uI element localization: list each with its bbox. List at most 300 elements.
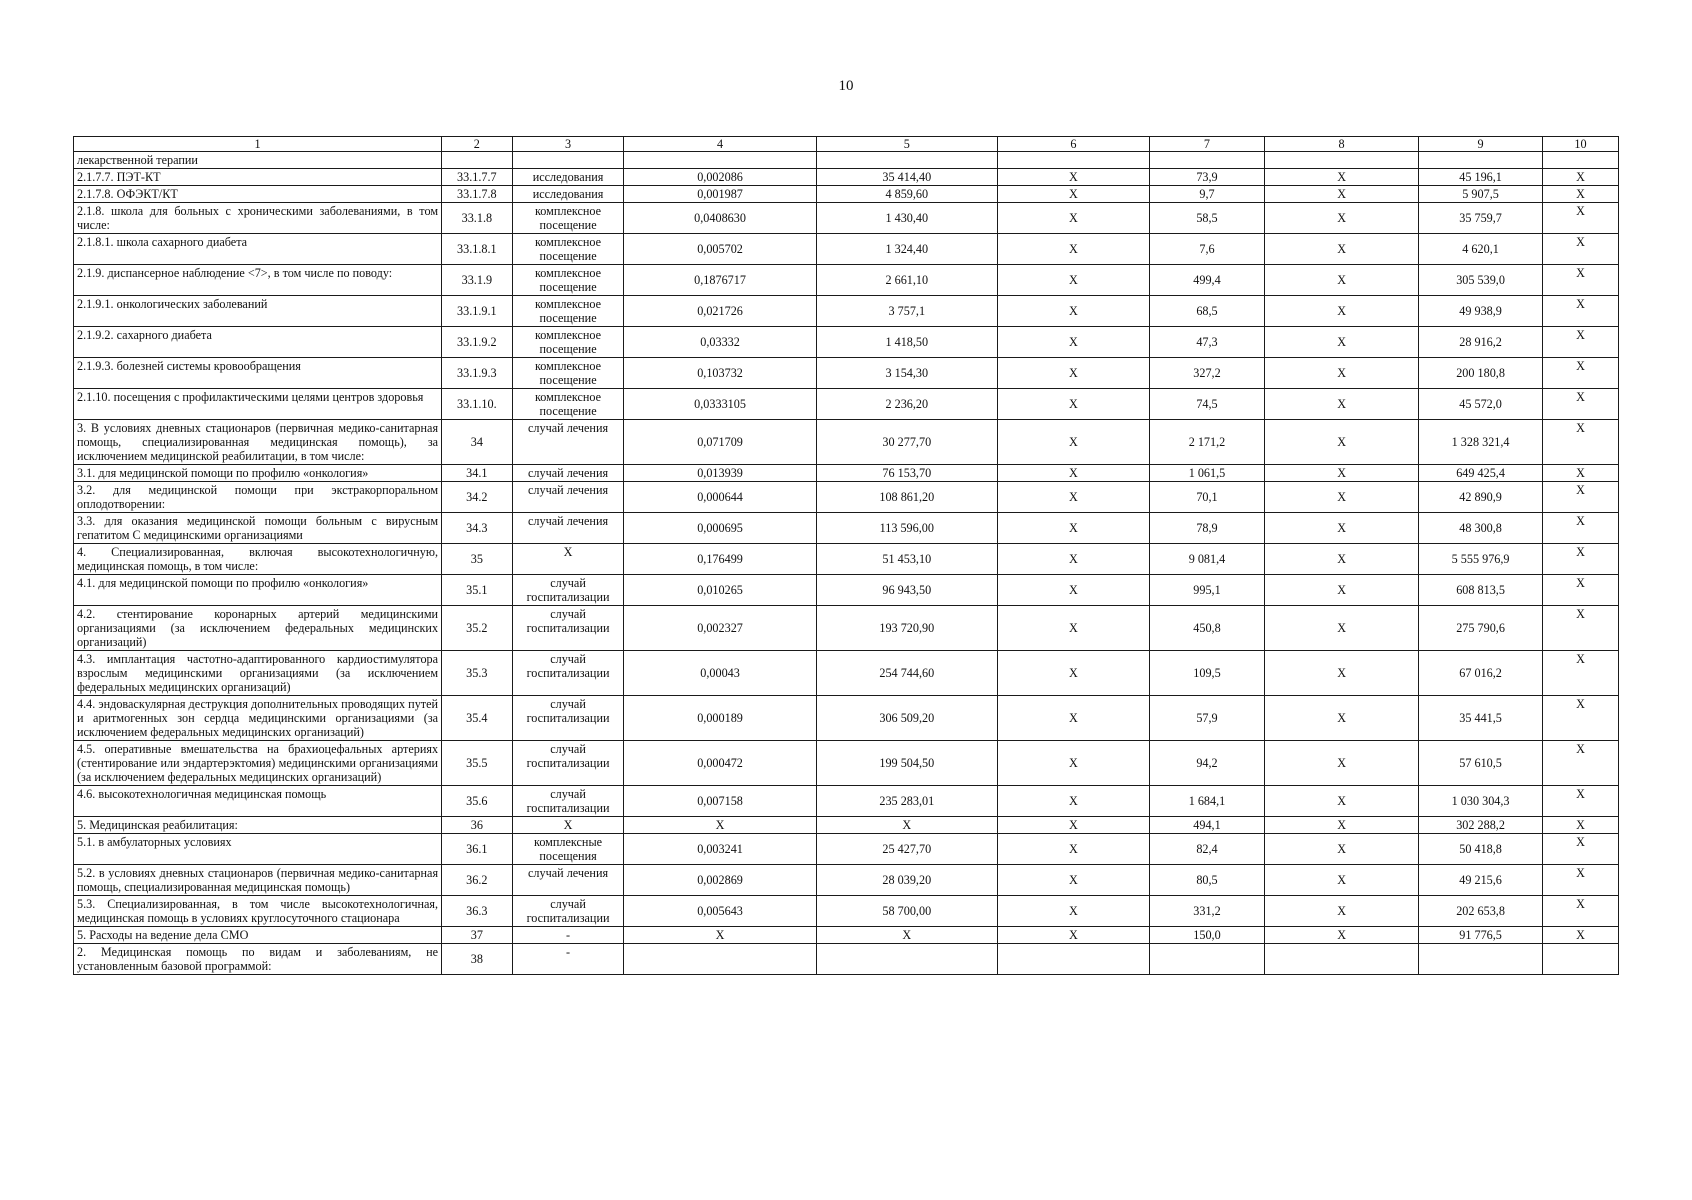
row-label: 3.1. для медицинской помощи по профилю «онкология»: [74, 465, 442, 482]
row-label: 5. Медицинская реабилитация:: [74, 817, 442, 834]
row-label: 4.4. эндоваскулярная деструкция дополнительных проводящих путей и аритмогенных зон сердца медицинскими организациями (за исключением федеральных медицинских организаций): [74, 696, 442, 741]
col-10-value: X: [1542, 865, 1618, 896]
unit-of-measure: случай госпитализации: [512, 896, 624, 927]
column-number: 3: [512, 137, 624, 152]
col-8-value: X: [1265, 927, 1419, 944]
col-6-value: X: [997, 606, 1149, 651]
table-row: [74, 482, 1619, 513]
col-7-value: 73,9: [1149, 169, 1264, 186]
col-6-value: X: [997, 465, 1149, 482]
row-code: 35.6: [442, 786, 513, 817]
col-6-value: X: [997, 817, 1149, 834]
col-7-value: 450,8: [1149, 606, 1264, 651]
row-code: 35.3: [442, 651, 513, 696]
col-6-value: X: [997, 358, 1149, 389]
unit-of-measure: случай лечения: [512, 865, 624, 896]
unit-of-measure: комплексное посещение: [512, 358, 624, 389]
row-label: 2.1.7.8. ОФЭКТ/КТ: [74, 186, 442, 203]
standard-cost: [816, 944, 997, 975]
col-7-value: 47,3: [1149, 327, 1264, 358]
standard-cost: 96 943,50: [816, 575, 997, 606]
col-6-value: X: [997, 186, 1149, 203]
unit-of-measure: комплексное посещение: [512, 234, 624, 265]
col-8-value: X: [1265, 169, 1419, 186]
col-9-value: 608 813,5: [1419, 575, 1543, 606]
col-6-value: X: [997, 296, 1149, 327]
row-code: 36.3: [442, 896, 513, 927]
unit-of-measure: комплексные посещения: [512, 834, 624, 865]
row-label: 2.1.9.1. онкологических заболеваний: [74, 296, 442, 327]
column-number: 8: [1265, 137, 1419, 152]
col-6-value: X: [997, 265, 1149, 296]
col-8-value: X: [1265, 234, 1419, 265]
unit-of-measure: комплексное посещение: [512, 327, 624, 358]
col-9-value: 45 196,1: [1419, 169, 1543, 186]
col-9-value: 42 890,9: [1419, 482, 1543, 513]
col-9-value: 35 759,7: [1419, 203, 1543, 234]
row-label: 3. В условиях дневных стационаров (первичная медико-санитарная помощь, специализированная медицинская помощь), за исключением медицинской реабилитации, в том числе:: [74, 420, 442, 465]
table-row: [74, 465, 1619, 482]
col-6-value: X: [997, 741, 1149, 786]
row-code: [442, 152, 513, 169]
column-number-row: [74, 137, 1619, 152]
standard-cost: 199 504,50: [816, 741, 997, 786]
row-label: 2.1.8. школа для больных с хроническими заболеваниями, в том числе:: [74, 203, 442, 234]
col-8-value: X: [1265, 741, 1419, 786]
table-row: [74, 203, 1619, 234]
col-8-value: X: [1265, 606, 1419, 651]
row-label: 4.5. оперативные вмешательства на брахиоцефальных артериях (стентирование или эндартерэктомия) медицинскими организациями (за исключением федеральных медицинских организаций): [74, 741, 442, 786]
row-label: 5. Расходы на ведение дела СМО: [74, 927, 442, 944]
standard-cost: [816, 152, 997, 169]
col-10-value: X: [1542, 741, 1618, 786]
row-label: лекарственной терапии: [74, 152, 442, 169]
table-row: [74, 651, 1619, 696]
row-code: 33.1.9.2: [442, 327, 513, 358]
col-10-value: X: [1542, 544, 1618, 575]
row-label: 4. Специализированная, включая высокотехнологичную, медицинская помощь, в том числе:: [74, 544, 442, 575]
standard-volume: [624, 152, 816, 169]
standard-cost: 3 154,30: [816, 358, 997, 389]
standard-cost: X: [816, 927, 997, 944]
col-9-value: 35 441,5: [1419, 696, 1543, 741]
col-6-value: X: [997, 513, 1149, 544]
col-6-value: X: [997, 327, 1149, 358]
table-row: [74, 696, 1619, 741]
col-6-value: X: [997, 896, 1149, 927]
col-9-value: 49 938,9: [1419, 296, 1543, 327]
col-8-value: X: [1265, 513, 1419, 544]
unit-of-measure: случай лечения: [512, 482, 624, 513]
col-10-value: X: [1542, 327, 1618, 358]
col-7-value: 327,2: [1149, 358, 1264, 389]
standard-cost: 193 720,90: [816, 606, 997, 651]
col-7-value: [1149, 944, 1264, 975]
col-7-value: 94,2: [1149, 741, 1264, 786]
col-10-value: X: [1542, 169, 1618, 186]
standard-volume: 0,000472: [624, 741, 816, 786]
col-10-value: X: [1542, 513, 1618, 544]
unit-of-measure: X: [512, 817, 624, 834]
col-6-value: X: [997, 234, 1149, 265]
row-code: 34.2: [442, 482, 513, 513]
row-code: 34.1: [442, 465, 513, 482]
col-7-value: 9,7: [1149, 186, 1264, 203]
unit-of-measure: случай госпитализации: [512, 606, 624, 651]
row-label: 5.1. в амбулаторных условиях: [74, 834, 442, 865]
col-6-value: X: [997, 696, 1149, 741]
standard-volume: 0,000189: [624, 696, 816, 741]
row-label: 3.3. для оказания медицинской помощи больным с вирусным гепатитом С медицинскими организациями: [74, 513, 442, 544]
col-10-value: X: [1542, 265, 1618, 296]
table-row: [74, 152, 1619, 169]
row-label: 5.2. в условиях дневных стационаров (первичная медико-санитарная помощь, специализированная медицинская помощь): [74, 865, 442, 896]
col-9-value: 5 555 976,9: [1419, 544, 1543, 575]
row-label: 2.1.9.2. сахарного диабета: [74, 327, 442, 358]
unit-of-measure: случай лечения: [512, 513, 624, 544]
table-row: [74, 544, 1619, 575]
standard-volume: 0,005643: [624, 896, 816, 927]
col-9-value: 302 288,2: [1419, 817, 1543, 834]
row-code: 33.1.9.1: [442, 296, 513, 327]
col-10-value: X: [1542, 465, 1618, 482]
col-8-value: X: [1265, 575, 1419, 606]
col-7-value: 57,9: [1149, 696, 1264, 741]
table-row: [74, 296, 1619, 327]
row-code: 35.4: [442, 696, 513, 741]
col-10-value: X: [1542, 575, 1618, 606]
standard-volume: 0,1876717: [624, 265, 816, 296]
col-10-value: X: [1542, 203, 1618, 234]
col-7-value: 109,5: [1149, 651, 1264, 696]
column-number: 9: [1419, 137, 1543, 152]
col-10-value: X: [1542, 786, 1618, 817]
standard-volume: 0,001987: [624, 186, 816, 203]
col-7-value: 1 684,1: [1149, 786, 1264, 817]
standard-cost: 2 236,20: [816, 389, 997, 420]
table-row: [74, 186, 1619, 203]
col-9-value: 200 180,8: [1419, 358, 1543, 389]
table-row: [74, 513, 1619, 544]
standard-cost: 28 039,20: [816, 865, 997, 896]
row-code: 33.1.7.8: [442, 186, 513, 203]
table-row: [74, 358, 1619, 389]
col-8-value: X: [1265, 186, 1419, 203]
col-10-value: X: [1542, 482, 1618, 513]
standard-volume: 0,00043: [624, 651, 816, 696]
column-number: 6: [997, 137, 1149, 152]
col-8-value: X: [1265, 327, 1419, 358]
col-9-value: 1 328 321,4: [1419, 420, 1543, 465]
row-code: 33.1.8.1: [442, 234, 513, 265]
col-10-value: [1542, 152, 1618, 169]
standard-volume: [624, 944, 816, 975]
row-label: 3.2. для медицинской помощи при экстракорпоральном оплодотворении:: [74, 482, 442, 513]
standard-cost: 306 509,20: [816, 696, 997, 741]
col-7-value: 70,1: [1149, 482, 1264, 513]
standard-volume: 0,010265: [624, 575, 816, 606]
col-7-value: 78,9: [1149, 513, 1264, 544]
column-number: 2: [442, 137, 513, 152]
col-7-value: 2 171,2: [1149, 420, 1264, 465]
standard-cost: 1 430,40: [816, 203, 997, 234]
col-7-value: [1149, 152, 1264, 169]
standard-cost: 108 861,20: [816, 482, 997, 513]
standard-volume: 0,005702: [624, 234, 816, 265]
col-7-value: 82,4: [1149, 834, 1264, 865]
col-10-value: X: [1542, 927, 1618, 944]
col-9-value: 1 030 304,3: [1419, 786, 1543, 817]
unit-of-measure: -: [512, 944, 624, 975]
table-row: [74, 389, 1619, 420]
row-label: 2.1.9.3. болезней системы кровообращения: [74, 358, 442, 389]
col-6-value: X: [997, 389, 1149, 420]
col-6-value: X: [997, 203, 1149, 234]
row-label: 2.1.8.1. школа сахарного диабета: [74, 234, 442, 265]
standard-volume: 0,002327: [624, 606, 816, 651]
row-code: 33.1.9.3: [442, 358, 513, 389]
row-code: 33.1.7.7: [442, 169, 513, 186]
col-8-value: X: [1265, 265, 1419, 296]
standard-cost: 76 153,70: [816, 465, 997, 482]
standard-cost: 235 283,01: [816, 786, 997, 817]
row-code: 35.2: [442, 606, 513, 651]
col-7-value: 499,4: [1149, 265, 1264, 296]
table-row: [74, 944, 1619, 975]
data-table: [73, 136, 1619, 975]
col-8-value: [1265, 944, 1419, 975]
unit-of-measure: случай госпитализации: [512, 741, 624, 786]
row-code: 34: [442, 420, 513, 465]
col-8-value: X: [1265, 786, 1419, 817]
standard-cost: 1 418,50: [816, 327, 997, 358]
column-number: 4: [624, 137, 816, 152]
col-6-value: X: [997, 927, 1149, 944]
col-9-value: 67 016,2: [1419, 651, 1543, 696]
col-6-value: X: [997, 544, 1149, 575]
table-row: [74, 234, 1619, 265]
col-7-value: 74,5: [1149, 389, 1264, 420]
unit-of-measure: [512, 152, 624, 169]
col-9-value: 50 418,8: [1419, 834, 1543, 865]
standard-volume: 0,000695: [624, 513, 816, 544]
row-label: 4.6. высокотехнологичная медицинская помощь: [74, 786, 442, 817]
col-8-value: [1265, 152, 1419, 169]
table-row: [74, 327, 1619, 358]
col-9-value: [1419, 944, 1543, 975]
col-8-value: X: [1265, 203, 1419, 234]
col-6-value: X: [997, 651, 1149, 696]
col-8-value: X: [1265, 358, 1419, 389]
row-label: 5.3. Специализированная, в том числе высокотехнологичная, медицинская помощь в условиях круглосуточного стационара: [74, 896, 442, 927]
table-row: [74, 896, 1619, 927]
standard-volume: 0,021726: [624, 296, 816, 327]
col-6-value: X: [997, 169, 1149, 186]
col-6-value: X: [997, 420, 1149, 465]
col-8-value: X: [1265, 865, 1419, 896]
col-7-value: 7,6: [1149, 234, 1264, 265]
unit-of-measure: комплексное посещение: [512, 389, 624, 420]
standard-cost: 3 757,1: [816, 296, 997, 327]
standard-volume: 0,002869: [624, 865, 816, 896]
standard-cost: 30 277,70: [816, 420, 997, 465]
col-10-value: X: [1542, 834, 1618, 865]
col-9-value: 45 572,0: [1419, 389, 1543, 420]
unit-of-measure: комплексное посещение: [512, 296, 624, 327]
col-10-value: X: [1542, 358, 1618, 389]
col-8-value: X: [1265, 482, 1419, 513]
row-code: 35.5: [442, 741, 513, 786]
row-label: 4.2. стентирование коронарных артерий медицинскими организациями (за исключением федеральных медицинских организаций): [74, 606, 442, 651]
unit-of-measure: случай госпитализации: [512, 786, 624, 817]
col-7-value: 80,5: [1149, 865, 1264, 896]
col-8-value: X: [1265, 296, 1419, 327]
unit-of-measure: случай госпитализации: [512, 575, 624, 606]
col-8-value: X: [1265, 696, 1419, 741]
table-row: [74, 927, 1619, 944]
row-code: 33.1.8: [442, 203, 513, 234]
row-code: 35.1: [442, 575, 513, 606]
row-label: 4.1. для медицинской помощи по профилю «онкология»: [74, 575, 442, 606]
col-10-value: X: [1542, 389, 1618, 420]
standard-volume: 0,0333105: [624, 389, 816, 420]
col-6-value: X: [997, 482, 1149, 513]
col-9-value: 649 425,4: [1419, 465, 1543, 482]
col-6-value: [997, 944, 1149, 975]
col-7-value: 9 081,4: [1149, 544, 1264, 575]
row-label: 2. Медицинская помощь по видам и заболеваниям, не установленным базовой программой:: [74, 944, 442, 975]
col-10-value: X: [1542, 606, 1618, 651]
unit-of-measure: исследования: [512, 169, 624, 186]
standard-cost: 113 596,00: [816, 513, 997, 544]
unit-of-measure: случай лечения: [512, 465, 624, 482]
unit-of-measure: случай госпитализации: [512, 696, 624, 741]
col-7-value: 494,1: [1149, 817, 1264, 834]
standard-volume: X: [624, 927, 816, 944]
standard-cost: 1 324,40: [816, 234, 997, 265]
unit-of-measure: исследования: [512, 186, 624, 203]
standard-cost: 25 427,70: [816, 834, 997, 865]
col-8-value: X: [1265, 465, 1419, 482]
standard-volume: 0,002086: [624, 169, 816, 186]
standard-volume: 0,0408630: [624, 203, 816, 234]
col-10-value: X: [1542, 817, 1618, 834]
col-6-value: X: [997, 786, 1149, 817]
col-6-value: X: [997, 834, 1149, 865]
col-7-value: 68,5: [1149, 296, 1264, 327]
unit-of-measure: комплексное посещение: [512, 203, 624, 234]
standard-cost: 58 700,00: [816, 896, 997, 927]
col-9-value: 5 907,5: [1419, 186, 1543, 203]
column-number: 7: [1149, 137, 1264, 152]
table-row: [74, 741, 1619, 786]
table-row: [74, 169, 1619, 186]
row-code: 33.1.9: [442, 265, 513, 296]
col-10-value: X: [1542, 696, 1618, 741]
col-8-value: X: [1265, 651, 1419, 696]
standard-volume: 0,071709: [624, 420, 816, 465]
standard-volume: X: [624, 817, 816, 834]
col-8-value: X: [1265, 420, 1419, 465]
table-row: [74, 786, 1619, 817]
col-9-value: 28 916,2: [1419, 327, 1543, 358]
row-label: 2.1.9. диспансерное наблюдение <7>, в том числе по поводу:: [74, 265, 442, 296]
standard-cost: 51 453,10: [816, 544, 997, 575]
unit-of-measure: случай госпитализации: [512, 651, 624, 696]
row-code: 37: [442, 927, 513, 944]
unit-of-measure: X: [512, 544, 624, 575]
standard-cost: 254 744,60: [816, 651, 997, 696]
col-10-value: X: [1542, 651, 1618, 696]
col-9-value: 275 790,6: [1419, 606, 1543, 651]
col-9-value: 91 776,5: [1419, 927, 1543, 944]
col-8-value: X: [1265, 834, 1419, 865]
col-10-value: X: [1542, 234, 1618, 265]
standard-cost: 4 859,60: [816, 186, 997, 203]
row-label: 2.1.7.7. ПЭТ-КТ: [74, 169, 442, 186]
col-6-value: [997, 152, 1149, 169]
page-number: 10: [838, 78, 854, 94]
col-7-value: 150,0: [1149, 927, 1264, 944]
table-row: [74, 606, 1619, 651]
table-row: [74, 420, 1619, 465]
table-row: [74, 865, 1619, 896]
standard-cost: X: [816, 817, 997, 834]
col-6-value: X: [997, 575, 1149, 606]
col-7-value: 1 061,5: [1149, 465, 1264, 482]
table-row: [74, 265, 1619, 296]
unit-of-measure: случай лечения: [512, 420, 624, 465]
table-row: [74, 834, 1619, 865]
standard-cost: 35 414,40: [816, 169, 997, 186]
col-7-value: 331,2: [1149, 896, 1264, 927]
col-8-value: X: [1265, 544, 1419, 575]
row-code: 36.2: [442, 865, 513, 896]
table-row: [74, 575, 1619, 606]
standard-volume: 0,003241: [624, 834, 816, 865]
standard-cost: 2 661,10: [816, 265, 997, 296]
col-8-value: X: [1265, 896, 1419, 927]
row-code: 38: [442, 944, 513, 975]
unit-of-measure: -: [512, 927, 624, 944]
col-10-value: X: [1542, 296, 1618, 327]
row-code: 33.1.10.: [442, 389, 513, 420]
col-7-value: 58,5: [1149, 203, 1264, 234]
col-9-value: 48 300,8: [1419, 513, 1543, 544]
standard-volume: 0,007158: [624, 786, 816, 817]
standard-volume: 0,176499: [624, 544, 816, 575]
standard-volume: 0,103732: [624, 358, 816, 389]
row-label: 4.3. имплантация частотно-адаптированного кардиостимулятора взрослым медицинскими организациями (за исключением федеральных медицинских организаций): [74, 651, 442, 696]
column-number: 10: [1542, 137, 1618, 152]
col-9-value: 49 215,6: [1419, 865, 1543, 896]
col-9-value: 305 539,0: [1419, 265, 1543, 296]
col-10-value: X: [1542, 896, 1618, 927]
col-10-value: X: [1542, 420, 1618, 465]
col-8-value: X: [1265, 817, 1419, 834]
col-7-value: 995,1: [1149, 575, 1264, 606]
row-code: 36.1: [442, 834, 513, 865]
unit-of-measure: комплексное посещение: [512, 265, 624, 296]
column-number: 1: [74, 137, 442, 152]
col-9-value: 57 610,5: [1419, 741, 1543, 786]
standard-volume: 0,03332: [624, 327, 816, 358]
standard-volume: 0,000644: [624, 482, 816, 513]
col-9-value: [1419, 152, 1543, 169]
row-label: 2.1.10. посещения с профилактическими целями центров здоровья: [74, 389, 442, 420]
col-6-value: X: [997, 865, 1149, 896]
col-9-value: 4 620,1: [1419, 234, 1543, 265]
